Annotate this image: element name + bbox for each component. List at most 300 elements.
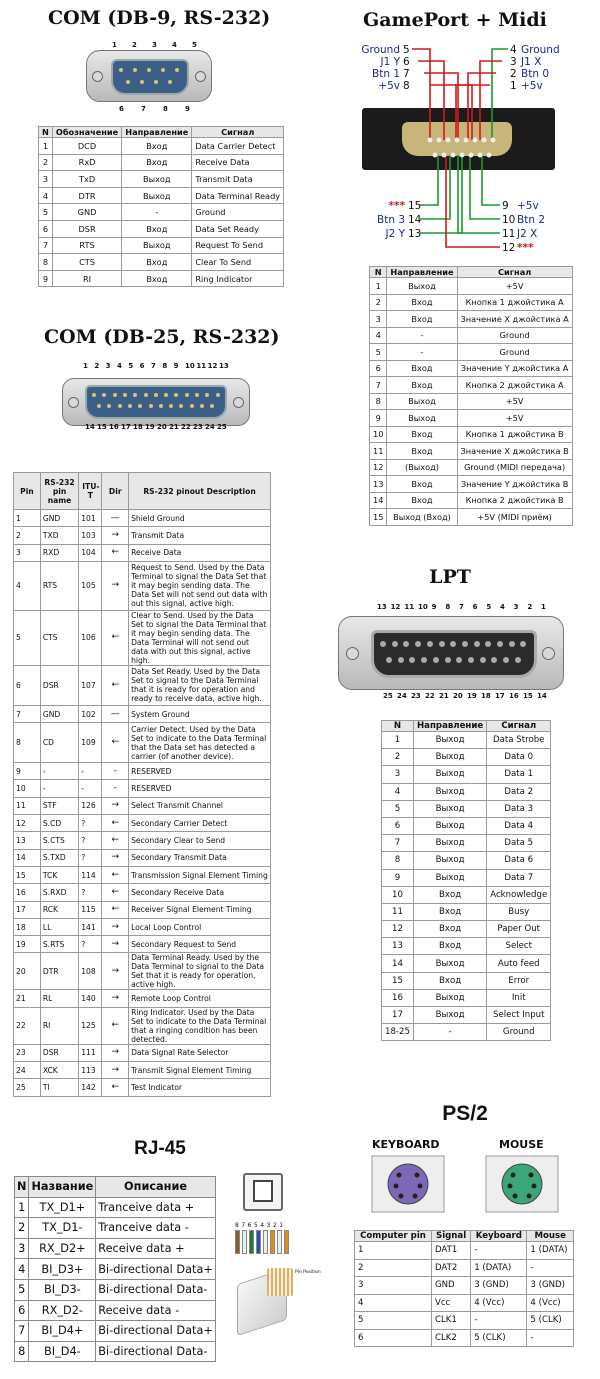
gameport-cell: 7 <box>370 377 387 394</box>
db25-pin <box>174 393 178 397</box>
lpt-socket <box>439 641 445 647</box>
gameport-pin <box>487 153 492 158</box>
ps2-keyboard-pin <box>397 1173 402 1178</box>
db25-cell: 107 <box>79 665 102 705</box>
gameport-wire <box>424 73 458 140</box>
lpt-socket <box>433 657 439 663</box>
table-row <box>382 852 551 869</box>
rj45-wire <box>249 1230 254 1254</box>
db25-cell: System Ground <box>129 705 271 722</box>
lpt-socket <box>462 641 468 647</box>
lpt-cell: Ground <box>487 1024 551 1041</box>
lpt.pins_top-pin-number: 13 <box>377 603 387 611</box>
gameport-pin-label: 10 <box>502 214 516 226</box>
table-row <box>14 1007 271 1044</box>
db25-cell: RESERVED <box>129 780 271 797</box>
gameport-cell: Выход <box>387 278 457 295</box>
db25-pin <box>118 404 122 408</box>
db25-pin-numbers-top <box>83 362 229 372</box>
lpt-cell: Выход <box>413 749 486 766</box>
rj45-cell: RX_D2+ <box>29 1238 96 1259</box>
db25-cell: S.TXD <box>40 849 78 866</box>
rj45-cell: BI_D3+ <box>29 1259 96 1280</box>
rj45-cell: Receive data + <box>96 1238 216 1259</box>
gameport-wire <box>430 85 472 140</box>
gameport-title: GamePort + Midi <box>363 9 547 31</box>
db9-cell: Clear To Send <box>192 254 284 271</box>
gameport-cell: Значение Х джойстика В <box>457 443 572 460</box>
table-row <box>382 921 551 938</box>
lpt.pins_bottom-pin-number: 21 <box>439 692 449 700</box>
lpt-socket <box>503 657 509 663</box>
rj45-wire <box>242 1230 247 1254</box>
lpt-cell: 14 <box>382 955 414 972</box>
gameport-cell: 11 <box>370 443 387 460</box>
db25.pins_bottom-pin-number: 20 <box>157 423 167 431</box>
db25-cell: 19 <box>14 936 41 953</box>
db25-cell: Shield Ground <box>129 510 271 527</box>
lpt-cell: Вход <box>413 903 486 920</box>
rj45-wire-colors <box>235 1230 291 1252</box>
lpt-cell: Data Strobe <box>487 732 551 749</box>
rj45-cell: TX_D1- <box>29 1218 96 1239</box>
db25-cell: 141 <box>79 918 102 935</box>
db9-cell: 2 <box>39 154 53 171</box>
lpt-cell: 11 <box>382 903 414 920</box>
db25-cell: 113 <box>79 1062 102 1079</box>
gameport-pin <box>478 153 483 158</box>
rj45-cell: 2 <box>15 1218 29 1239</box>
rj45-pinout-table <box>14 1176 216 1362</box>
db25.pins_bottom-pin-number: 17 <box>121 423 131 431</box>
gameport-wire <box>482 155 500 205</box>
db25-cell: 142 <box>79 1079 102 1096</box>
table-row <box>39 237 284 254</box>
db25.pins_bottom-pin-number: 24 <box>205 423 215 431</box>
db25-cell: 5 <box>14 610 41 665</box>
db25.pins_bottom-pin-number: 16 <box>109 423 119 431</box>
lpt-cell: Data 7 <box>487 869 551 886</box>
gameport-wire <box>420 155 438 205</box>
db25.pins_bottom-pin-number: 25 <box>217 423 227 431</box>
db25-cell: CTS <box>40 610 78 665</box>
table-row <box>14 510 271 527</box>
db25-cell: TI <box>40 1079 78 1096</box>
db25-cell: ? <box>79 832 102 849</box>
db25-header-cell: RS-232 pin name <box>40 473 78 510</box>
lpt.pins_bottom-pin-number: 22 <box>425 692 435 700</box>
gameport-cell: Ground <box>457 344 572 361</box>
lpt-cell: Acknowledge <box>487 886 551 903</box>
ps2-cell: 3 (GND) <box>527 1277 574 1295</box>
rj45-cell: TX_D1+ <box>29 1197 96 1218</box>
lpt-cell: Paper Out <box>487 921 551 938</box>
table-row <box>15 1321 216 1342</box>
db25.pins_top-pin-number: 2 <box>94 362 100 370</box>
db25-cell: ← <box>102 544 129 561</box>
gameport-pin-label: Ground <box>521 44 560 56</box>
table-row <box>382 903 551 920</box>
lpt-screw-hole-right <box>542 647 555 660</box>
db25-cell: 103 <box>79 527 102 544</box>
db25-cell: → <box>102 1062 129 1079</box>
db9-cell: 7 <box>39 237 53 254</box>
db25-cell: Select Transmit Channel <box>129 797 271 814</box>
rj45-pin-numbers: 8 7 6 5 4 3 2 1 <box>235 1222 284 1229</box>
db25-title: COM (DB-25, RS-232) <box>44 326 280 348</box>
gameport-cell: 5 <box>370 344 387 361</box>
gameport-cell: Вход <box>387 311 457 328</box>
lpt.pins_top-pin-number: 1 <box>541 603 546 611</box>
db25-cell: 7 <box>14 705 41 722</box>
ps2-cell: 4 (Vcc) <box>471 1294 527 1312</box>
lpt-cell: Выход <box>413 955 486 972</box>
db9-cell: TxD <box>52 171 121 188</box>
lpt-cell: 18-25 <box>382 1024 414 1041</box>
gameport-cell: +5V <box>457 393 572 410</box>
db25-cell: ? <box>79 936 102 953</box>
ps2-title: PS/2 <box>442 1102 488 1125</box>
table-row <box>39 171 284 188</box>
db25-cell: ← <box>102 665 129 705</box>
lpt.pins_top-pin-number: 7 <box>459 603 464 611</box>
lpt-cell: 9 <box>382 869 414 886</box>
table-row <box>15 1259 216 1280</box>
table-row <box>355 1242 574 1260</box>
lpt.pins_bottom-pin-number: 20 <box>453 692 463 700</box>
ps2-cell: 6 <box>355 1329 432 1347</box>
gameport-cell: 15 <box>370 509 387 526</box>
db25-cell: — <box>102 705 129 722</box>
rj45-cell: 3 <box>15 1238 29 1259</box>
ps2-mouse-pin <box>508 1184 513 1189</box>
lpt-cell: Auto feed <box>487 955 551 972</box>
db25-pin <box>179 404 183 408</box>
table-row <box>39 220 284 237</box>
db9-cell: 8 <box>39 254 53 271</box>
ps2-cell: Vcc <box>431 1294 470 1312</box>
db25.pins_top-pin-number: 7 <box>151 362 156 370</box>
db25-cell: 3 <box>14 544 41 561</box>
rj45-cell: Bi-directional Data+ <box>96 1259 216 1280</box>
table-row <box>39 187 284 204</box>
db25-cell: - <box>102 763 129 780</box>
db9-title: COM (DB-9, RS-232) <box>48 7 271 29</box>
gameport-wire <box>458 155 500 233</box>
db25-cell: RTS <box>40 561 78 610</box>
db25.pins_bottom-pin-number: 15 <box>97 423 107 431</box>
gameport-pin-label: +5v <box>378 80 400 92</box>
table-row <box>14 953 271 990</box>
table-row <box>14 832 271 849</box>
db25-cell: 126 <box>79 797 102 814</box>
gameport-pin <box>442 153 447 158</box>
gameport-pin-label: *** <box>517 242 534 254</box>
table-row <box>382 1024 551 1041</box>
db25-cell: 21 <box>14 990 41 1007</box>
rj45-cell: 5 <box>15 1279 29 1300</box>
db9.pins_top-pin-number: 4 <box>172 41 177 49</box>
table-row <box>14 1062 271 1079</box>
table-row <box>39 138 284 155</box>
ps2-cell: - <box>471 1312 527 1330</box>
db25-header-cell: ITU-T <box>79 473 102 510</box>
db25-cell: 23 <box>14 1044 41 1061</box>
gameport-cell: Кнопка 2 джойстика В <box>457 492 572 509</box>
table-row <box>382 749 551 766</box>
db9-cell: Request To Send <box>192 237 284 254</box>
rj45-cell: Receive data - <box>96 1300 216 1321</box>
db9-cell: Data Terminal Ready <box>192 187 284 204</box>
gameport-pin <box>473 138 478 143</box>
table-row <box>39 254 284 271</box>
ps2-pinout-table <box>354 1230 574 1347</box>
lpt-pin-face <box>371 630 537 678</box>
db25-cell: 15 <box>14 866 41 883</box>
table-row <box>370 393 573 410</box>
table-row <box>39 154 284 171</box>
table-row <box>370 311 573 328</box>
db25-cell: Request to Send. Used by the Data Terminal to signal the Data Set that it may begin sending data. The Data Set will not send out data with out this signal, active high. <box>129 561 271 610</box>
lpt-cell: Выход <box>413 1007 486 1024</box>
db25-pin <box>113 393 117 397</box>
gameport-pin-label: +5v <box>521 80 543 92</box>
db9-header-cell: Обозначение <box>52 127 121 138</box>
lpt-cell: Выход <box>413 989 486 1006</box>
db25-cell: 2 <box>14 527 41 544</box>
lpt.pins_bottom-pin-number: 16 <box>509 692 519 700</box>
gameport-pin-label: 6 <box>403 56 410 68</box>
lpt-cell: Init <box>487 989 551 1006</box>
rj45-header-cell: Название <box>29 1177 96 1198</box>
lpt-screw-hole-left <box>346 647 359 660</box>
lpt-cell: - <box>413 1024 486 1041</box>
db25-pin <box>133 393 137 397</box>
gameport-pin <box>451 153 456 158</box>
ps2-cell: CLK1 <box>431 1312 470 1330</box>
db25-cell: 114 <box>79 866 102 883</box>
gameport-pinout-table <box>369 266 573 526</box>
db9-cell: Выход <box>122 237 192 254</box>
gameport-wire <box>420 155 462 233</box>
table-row <box>14 866 271 883</box>
ps2-mouse-socket <box>502 1164 542 1204</box>
db9-cell: DCD <box>52 138 121 155</box>
rj45-cell: Bi-directional Data- <box>96 1341 216 1362</box>
gameport-cell: Вход <box>387 492 457 509</box>
db25-cell: DSR <box>40 665 78 705</box>
rj45-cell: Bi-directional Data+ <box>96 1321 216 1342</box>
gameport-pin-label: Btn 0 <box>521 68 549 80</box>
rj45-wire <box>284 1230 289 1254</box>
rj45-cell: RX_D2- <box>29 1300 96 1321</box>
rj45-cell: Bi-directional Data- <box>96 1279 216 1300</box>
gameport-pin <box>482 138 487 143</box>
lpt-cell: Вход <box>413 972 486 989</box>
db25-cell: TCK <box>40 866 78 883</box>
lpt-header-cell: N <box>382 721 414 732</box>
table-row <box>14 849 271 866</box>
gameport-pin-label: 4 <box>510 44 517 56</box>
db25-cell: → <box>102 953 129 990</box>
db25-pin <box>144 393 148 397</box>
lpt-cell: 5 <box>382 800 414 817</box>
table-row <box>370 476 573 493</box>
db25.pins_top-pin-number: 6 <box>139 362 145 370</box>
db25-cell: ← <box>102 723 129 763</box>
lpt-cell: Error <box>487 972 551 989</box>
db25-cell: 8 <box>14 723 41 763</box>
table-row <box>14 544 271 561</box>
ps2-cell: 4 <box>355 1294 432 1312</box>
db25.pins_top-pin-number: 10 <box>185 362 195 370</box>
gameport-cell: Ground <box>457 327 572 344</box>
db25-cell: S.RTS <box>40 936 78 953</box>
gameport-pin <box>433 153 438 158</box>
table-row <box>14 527 271 544</box>
gameport-cell: Значение Y джойстика В <box>457 476 572 493</box>
rj45-cell: 8 <box>15 1341 29 1362</box>
table-row <box>382 955 551 972</box>
ps2-cell: 4 (Vcc) <box>527 1294 574 1312</box>
db9.pins_bottom-pin-number: 6 <box>119 105 124 113</box>
db9-cell: 9 <box>39 270 53 287</box>
db25-cell: GND <box>40 705 78 722</box>
db25-cell: - <box>79 763 102 780</box>
table-row <box>14 561 271 610</box>
gameport-pin-label: 1 <box>510 80 517 92</box>
lpt-socket <box>398 657 404 663</box>
ps2-cell: DAT2 <box>431 1259 470 1277</box>
rj45-title: RJ-45 <box>134 1138 186 1159</box>
gameport-cell: - <box>387 327 457 344</box>
gameport-cell: Вход <box>387 294 457 311</box>
table-row <box>382 835 551 852</box>
ps2-cell: 1 (DATA) <box>527 1242 574 1260</box>
lpt-socket <box>427 641 433 647</box>
lpt.pins_top-pin-number: 2 <box>527 603 533 611</box>
db25.pins_top-pin-number: 11 <box>196 362 207 370</box>
lpt.pins_top-pin-number: 12 <box>390 603 401 611</box>
db9-cell: Вход <box>122 220 192 237</box>
db25-cell: CD <box>40 723 78 763</box>
lpt-socket <box>409 657 415 663</box>
db25-header-cell: Dir <box>102 473 129 510</box>
db25-pin <box>216 393 220 397</box>
rj45-cell: 4 <box>15 1259 29 1280</box>
db25-cell: → <box>102 527 129 544</box>
ps2-cell: CLK2 <box>431 1329 470 1347</box>
db9-cell: Ground <box>192 204 284 221</box>
db25-cell: ? <box>79 849 102 866</box>
lpt-cell: 2 <box>382 749 414 766</box>
db25.pins_top-pin-number: 4 <box>117 362 122 370</box>
db25-cell: Secondary Request to Send <box>129 936 271 953</box>
gameport-cell: Кнопка 1 джойстика А <box>457 294 572 311</box>
lpt-cell: Data 5 <box>487 835 551 852</box>
lpt.pins_top-pin-number: 9 <box>431 603 437 611</box>
ps2-cell: 1 (DATA) <box>471 1259 527 1277</box>
db25-cell: → <box>102 797 129 814</box>
db25.pins_top-pin-number: 3 <box>105 362 111 370</box>
lpt-cell: Выход <box>413 852 486 869</box>
db9-cell: Вход <box>122 254 192 271</box>
rj45-cell: 1 <box>15 1197 29 1218</box>
table-row <box>39 270 284 287</box>
db25-cell: ← <box>102 901 129 918</box>
gameport-pin-label: 5 <box>403 44 410 56</box>
gameport-pin-label: +5v <box>517 200 539 212</box>
gameport-pin-label: 12 <box>502 242 516 254</box>
db9-cell: 4 <box>39 187 53 204</box>
db25-cell: RI <box>40 1007 78 1044</box>
db9-cell: RI <box>52 270 121 287</box>
table-row <box>382 938 551 955</box>
table-row <box>370 377 573 394</box>
gameport-cell: 3 <box>370 311 387 328</box>
db9-cell: Transmit Data <box>192 171 284 188</box>
db25-cell: Transmit Data <box>129 527 271 544</box>
db25-cell: ← <box>102 1007 129 1044</box>
lpt-socket <box>497 641 503 647</box>
db9-cell: Вход <box>122 154 192 171</box>
ps2-cell: 5 (CLK) <box>471 1329 527 1347</box>
db25-cell: 9 <box>14 763 41 780</box>
db25-cell: Local Loop Control <box>129 918 271 935</box>
gameport-cell: 10 <box>370 426 387 443</box>
table-row <box>382 869 551 886</box>
db9-header-cell: Сигнал <box>192 127 284 138</box>
db9-cell: 5 <box>39 204 53 221</box>
lpt-cell: Data 3 <box>487 800 551 817</box>
ps2-cell: - <box>471 1242 527 1260</box>
gameport-cell: Выход <box>387 410 457 427</box>
lpt-socket <box>491 657 497 663</box>
ps2-mouse-pin <box>527 1194 532 1199</box>
lpt.pins_top-pin-number: 4 <box>500 603 505 611</box>
db25-cell: 11 <box>14 797 41 814</box>
table-row <box>14 936 271 953</box>
db9-pin-numbers-bottom <box>119 105 190 115</box>
db25-cell: Secondary Receive Data <box>129 884 271 901</box>
ps2-mouse-pin <box>529 1173 534 1178</box>
rj45-wire <box>263 1230 268 1254</box>
db25-pin <box>195 393 199 397</box>
db25.pins_top-pin-number: 1 <box>83 362 88 370</box>
gameport-header-cell: Направление <box>387 267 457 278</box>
gameport-cell: Выход (Вход) <box>387 509 457 526</box>
db25-pin <box>200 404 204 408</box>
gameport-wire <box>412 49 430 140</box>
table-row <box>39 204 284 221</box>
rj45-wire <box>256 1230 261 1254</box>
db25-pin <box>205 393 209 397</box>
db25-cell: 104 <box>79 544 102 561</box>
db25-cell: 16 <box>14 884 41 901</box>
gameport-pin <box>446 138 451 143</box>
lpt-socket <box>480 657 486 663</box>
table-row <box>355 1277 574 1295</box>
ps2-keyboard-pin <box>415 1173 420 1178</box>
lpt-cell: Выход <box>413 732 486 749</box>
gameport-pin-label: 2 <box>510 68 517 80</box>
lpt-cell: 3 <box>382 766 414 783</box>
lpt-cell: 12 <box>382 921 414 938</box>
gameport-cell: +5V <box>457 410 572 427</box>
db9-pin-face <box>111 59 189 95</box>
table-row <box>355 1259 574 1277</box>
gameport-cell: Значение Y джойстика А <box>457 360 572 377</box>
